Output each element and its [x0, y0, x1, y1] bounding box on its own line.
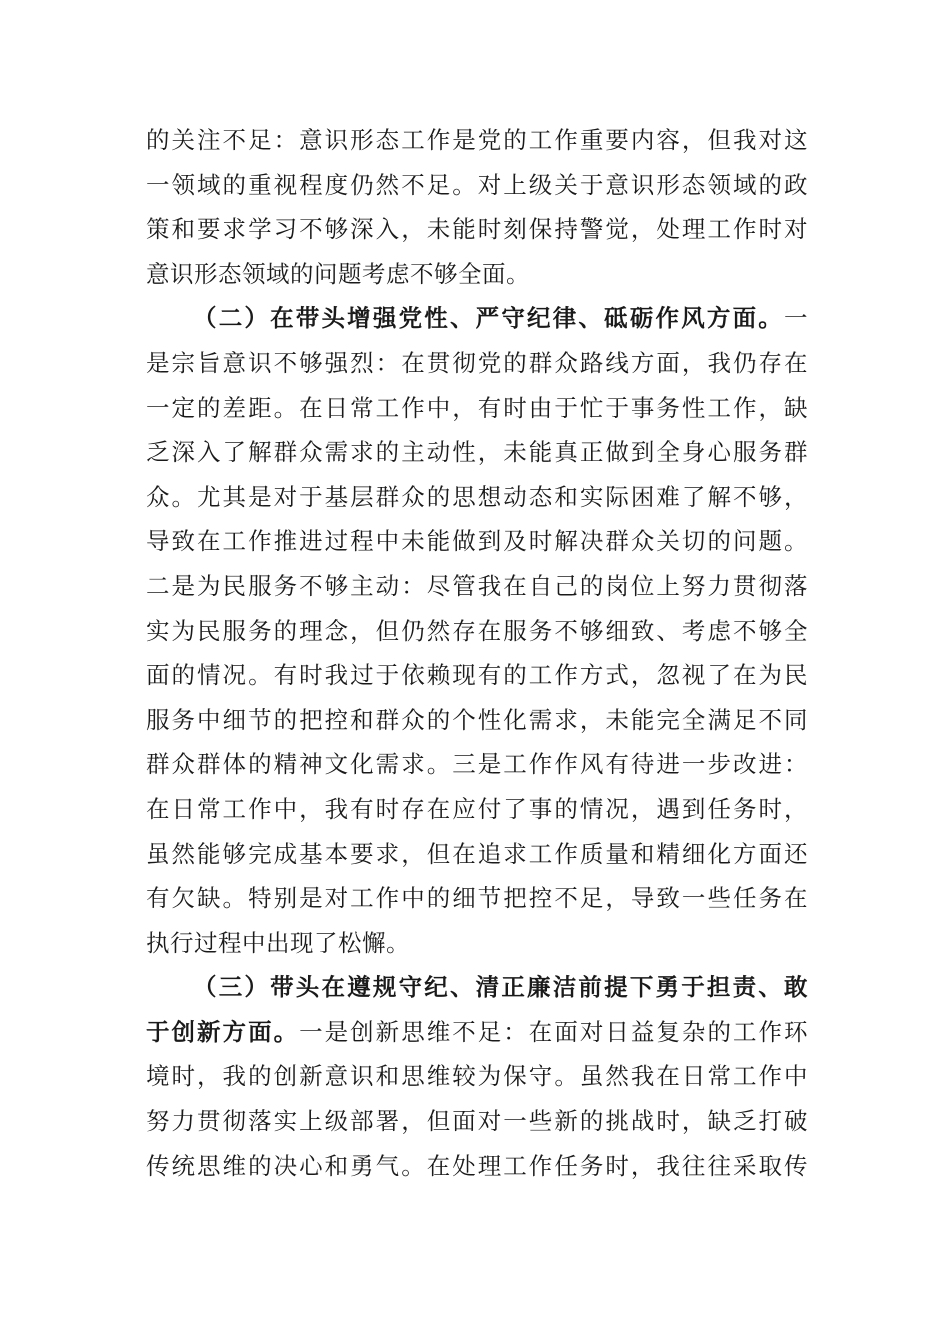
line-text: 一领域的重视程度仍然不足。对上级关于意识形态领域的政 — [146, 170, 808, 199]
line-text: 在日常工作中，我有时存在应付了事的情况，遇到任务时， — [146, 794, 808, 823]
line-text: 一 — [784, 304, 808, 333]
text-line — [146, 742, 808, 787]
section-heading: （二）在带头增强党性、严守纪律、砥砺作风方面。 — [193, 304, 784, 333]
text-line — [146, 698, 808, 743]
line-text: 一是创新思维不足：在面对日益复杂的工作环 — [299, 1017, 808, 1046]
text-line — [146, 653, 808, 698]
line-text: 境时，我的创新意识和思维较为保守。虽然我在日常工作中 — [146, 1062, 808, 1091]
line-text: 是宗旨意识不够强烈：在贯彻党的群众路线方面，我仍存在 — [146, 348, 808, 377]
section-heading: 于创新方面。 — [146, 1017, 300, 1046]
text-line — [146, 118, 808, 163]
text-line — [146, 832, 808, 877]
line-text: 面的情况。有时我过于依赖现有的工作方式，忽视了在为民 — [146, 661, 808, 690]
line-text: 乏深入了解群众需求的主动性，未能真正做到全身心服务群 — [146, 438, 808, 467]
text-line — [146, 252, 808, 297]
line-text: 意识形态领域的问题考虑不够全面。 — [146, 259, 530, 288]
text-line — [146, 207, 808, 252]
line-text: 有欠缺。特别是对工作中的细节把控不足，导致一些任务在 — [146, 884, 808, 913]
line-text: 执行过程中出现了松懈。 — [146, 928, 410, 957]
text-line — [146, 475, 808, 520]
text-line — [146, 341, 808, 386]
text-line — [146, 1010, 808, 1055]
line-text: 的关注不足：意识形态工作是党的工作重要内容，但我对这 — [146, 126, 808, 154]
text-line — [146, 787, 808, 832]
line-text: 策和要求学习不够深入，未能时刻保持警觉，处理工作时对 — [146, 215, 808, 244]
section-heading: （三）带头在遵规守纪、清正廉洁前提下勇于担责、敢 — [193, 973, 808, 1002]
text-line — [146, 1099, 808, 1144]
text-line — [146, 965, 808, 1010]
text-line — [146, 430, 808, 475]
text-line — [146, 386, 808, 431]
text-line — [146, 921, 808, 966]
line-text: 二是为民服务不够主动：尽管我在自己的岗位上努力贯彻落 — [146, 571, 808, 600]
text-line — [146, 876, 808, 921]
line-text: 导致在工作推进过程中未能做到及时解决群众关切的问题。 — [146, 527, 808, 556]
line-text: 众。尤其是对于基层群众的思想动态和实际困难了解不够， — [146, 482, 808, 511]
text-line — [146, 163, 808, 208]
text-line — [146, 564, 808, 609]
text-line — [146, 519, 808, 564]
line-text: 虽然能够完成基本要求，但在追求工作质量和精细化方面还 — [146, 839, 808, 868]
text-line — [146, 609, 808, 654]
line-text: 努力贯彻落实上级部署，但面对一些新的挑战时，缺乏打破 — [146, 1107, 808, 1136]
line-text: 实为民服务的理念，但仍然存在服务不够细致、考虑不够全 — [146, 616, 808, 645]
line-text: 群众群体的精神文化需求。三是工作作风有待进一步改进： — [146, 750, 808, 779]
line-text: 一定的差距。在日常工作中，有时由于忙于事务性工作，缺 — [146, 393, 808, 422]
text-line — [146, 1144, 808, 1189]
document-body — [146, 118, 808, 1188]
line-text: 服务中细节的把控和群众的个性化需求，未能完全满足不同 — [146, 705, 808, 734]
text-line — [146, 1054, 808, 1099]
line-text: 传统思维的决心和勇气。在处理工作任务时，我往往采取传 — [146, 1151, 808, 1180]
text-line — [146, 296, 808, 341]
